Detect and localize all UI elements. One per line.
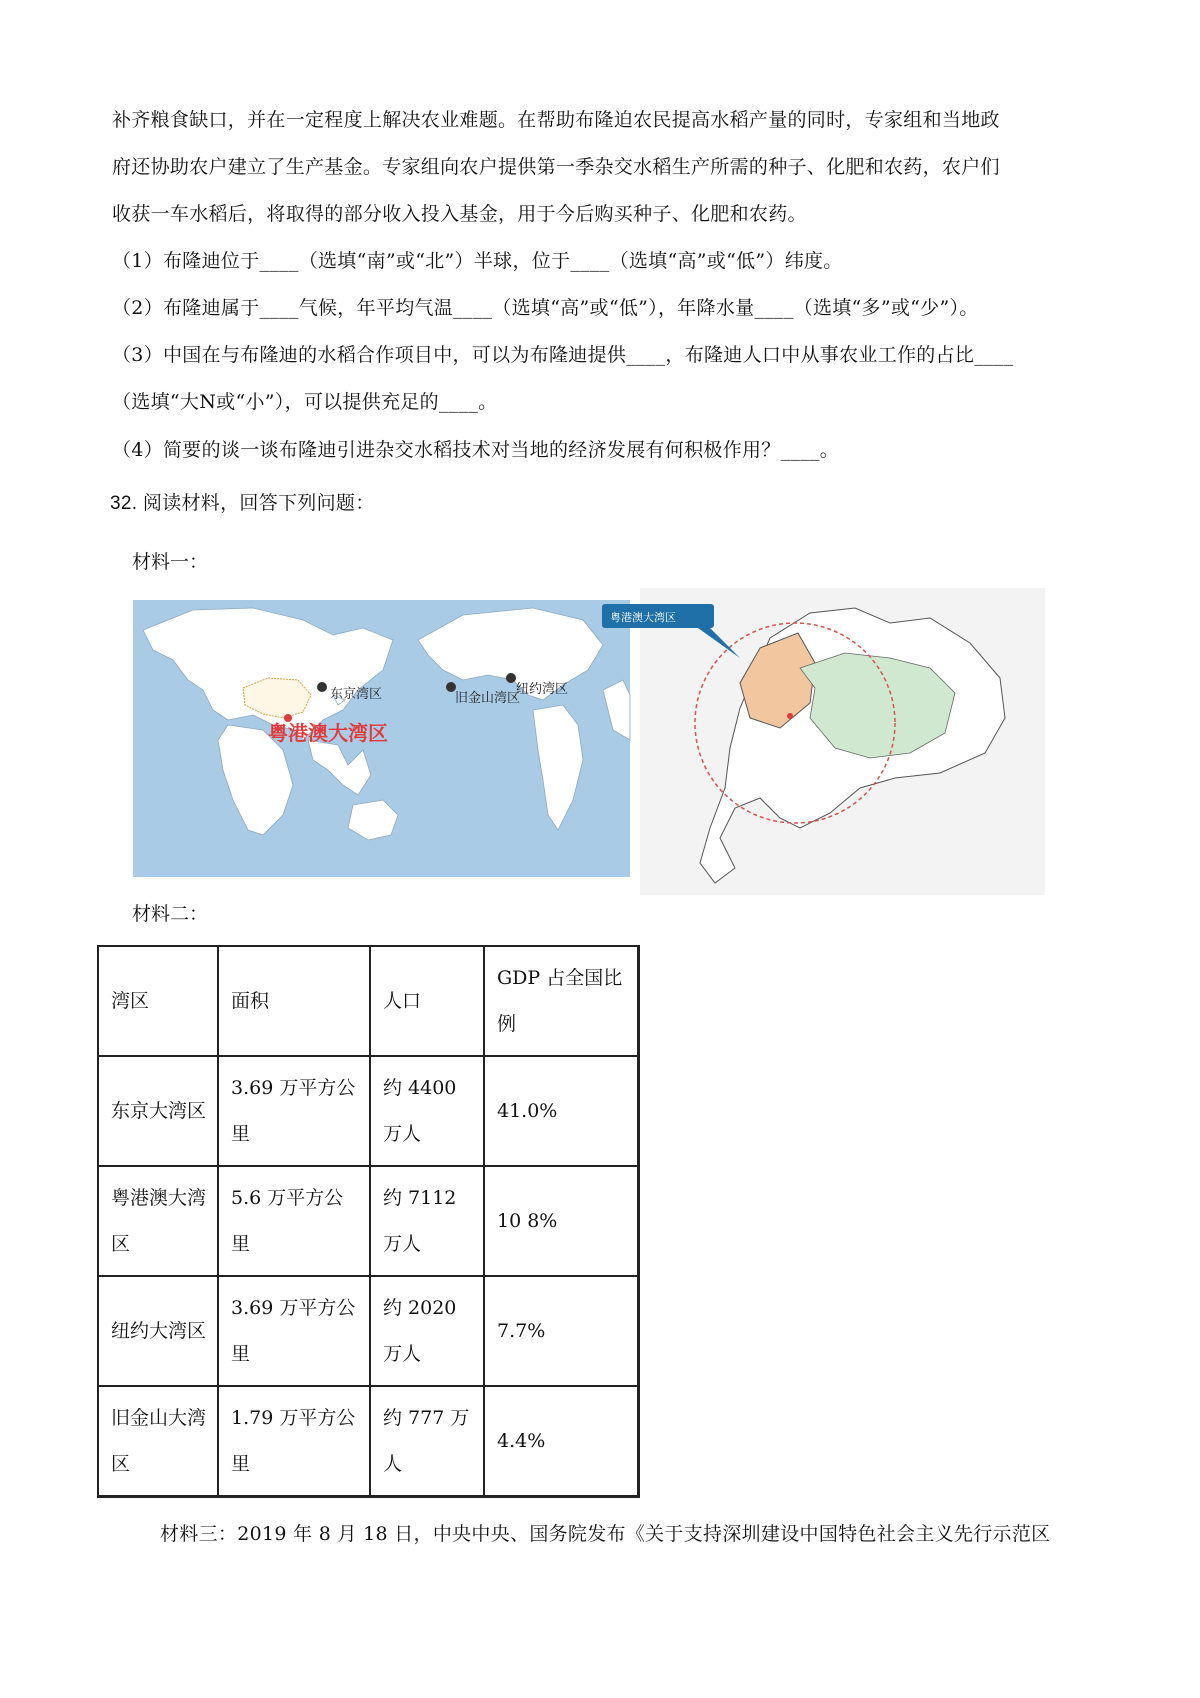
callout-label: 粤港澳大湾区: [610, 611, 676, 624]
table-cell: 7.7%: [484, 1276, 639, 1386]
region-map: [610, 588, 1045, 895]
table-row: [98, 1166, 639, 1276]
paragraph-line-1: 补齐粮食缺口，并在一定程度上解决农业难题。在帮助布隆迫农民提高水稻产量的同时，专家组和当地政: [112, 109, 1000, 131]
question-2: （2）布隆迪属于____气候，年平均气温____（选填“高”或“低”），年降水量____（选填“多”或“少”）。: [112, 297, 979, 319]
table-cell: 约 777 万人: [370, 1386, 484, 1497]
bay-area-table: [97, 945, 640, 1498]
table-row: [98, 1056, 639, 1166]
table-cell: 41.0%: [484, 1056, 639, 1166]
table-cell: 约 4400 万人: [370, 1056, 484, 1166]
question-3-line-2: （选填“大N或“小”），可以提供充足的____。: [112, 391, 498, 413]
table-cell: 约 2020 万人: [370, 1276, 484, 1386]
question-32-heading: 32. 阅读材料，回答下列问题：: [110, 493, 375, 514]
material-1-label: 材料一：: [132, 551, 209, 573]
table-header-cell: 面积: [218, 946, 370, 1056]
question-1: （1）布隆迪位于____（选填“南”或“北”）半球，位于____（选填“高”或“低”）纬度。: [112, 250, 843, 272]
label-gba: 粤港澳大湾区: [268, 721, 388, 745]
table-header-cell: 人口: [370, 946, 484, 1056]
table-cell: 1.79 万平方公里: [218, 1386, 370, 1497]
paragraph-line-3: 收获一车水稻后，将取得的部分收入投入基金，用于今后购买种子、化肥和农药。: [112, 203, 807, 225]
table-cell: 旧金山大湾区: [98, 1386, 218, 1497]
table-cell: 4.4%: [484, 1386, 639, 1497]
label-ny: 纽约湾区: [516, 682, 569, 697]
table-header-row: [98, 946, 639, 1056]
material-2-label: 材料二：: [132, 903, 209, 925]
world-map: [133, 600, 630, 877]
table-cell: 3.69 万平方公里: [218, 1276, 370, 1386]
ny-marker: [506, 673, 516, 683]
table-cell: 东京大湾区: [98, 1056, 218, 1166]
table-header-cell: GDP 占全国比例: [484, 946, 639, 1056]
table-cell: 10 8%: [484, 1166, 639, 1276]
table-cell: 约 7112 万人: [370, 1166, 484, 1276]
table-row: [98, 1276, 639, 1386]
question-3-line-1: （3）中国在与布隆迪的水稻合作项目中，可以为布隆迪提供____，布隆迪人口中从事农业工作的占比____: [112, 344, 1014, 366]
question-4: （4）简要的谈一谈布隆迪引进杂交水稻技术对当地的经济发展有何积极作用？____。: [112, 439, 840, 461]
table-cell: 3.69 万平方公里: [218, 1056, 370, 1166]
table-cell: 粤港澳大湾区: [98, 1166, 218, 1276]
material-3-text: 材料三：2019 年 8 月 18 日，中央中央、国务院发布《关于支持深圳建设中国特色社会主义先行示范区: [160, 1523, 1051, 1545]
table-cell: 纽约大湾区: [98, 1276, 218, 1386]
tokyo-marker: [317, 682, 327, 692]
table-cell: 5.6 万平方公里: [218, 1166, 370, 1276]
label-tokyo: 东京湾区: [330, 687, 383, 702]
label-sf: 旧金山湾区: [455, 691, 521, 706]
table-header-cell: 湾区: [98, 946, 218, 1056]
paragraph-line-2: 府还协助农户建立了生产基金。专家组向农户提供第一季杂交水稻生产所需的种子、化肥和农药，农户们: [112, 156, 1000, 178]
table-row: [98, 1386, 639, 1497]
